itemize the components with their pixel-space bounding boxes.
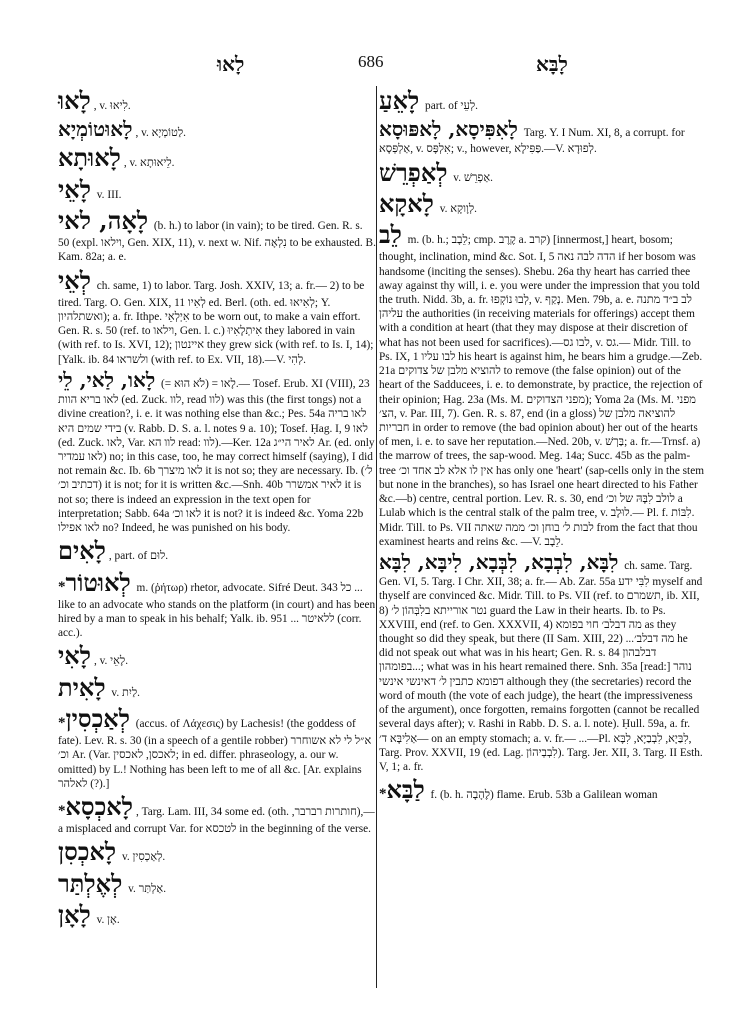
entry-definition: ch. same, 1) to labor. Targ. Josh. XXIV, 13; a. fr.— 2) to be tired. Targ. O. Gen. XIX, 11 לְאִיו ed. Berl. (oth. ed. לְאִיאוּ; Y. ואשתלהיון); a. fr. Ithpe. אִיְלְאֵי to be worn out, to make a vain effort. Gen. R. s. 50 (ref. to וילאו, Gen. l. c.) אִיתְלָאִיוּ they labored in vain (with ref. to Is. XVI, 12); איינטון they grew sick (with ref. to Is. I, 14); [Yalk. ib. 84 ולשראו (with ref. to Ex. VII, 18).—V. לְהִי. — [58, 279, 374, 366]
entry-definition: , v. לַטוֹמְיָא. — [135, 127, 186, 140]
asterisk-mark: * — [58, 578, 66, 595]
dictionary-entry — [58, 117, 376, 142]
left-column — [58, 86, 376, 931]
entry-headword: לָאקָא — [379, 188, 434, 218]
dictionary-entry — [58, 792, 376, 836]
entry-definition: part. of לְעֵי. — [422, 100, 478, 112]
dictionary-entry — [58, 175, 376, 205]
entry-definition: (accus. of Λάχεσις) by Lachesis! (the goddess of fate). Lev. R. s. 30 (in a speech of a gentile robber) א״ל לי לא אשוחרר וכ׳ Ar. (Var. לאכסן, לאכסין; in ed. differ. phraseology, a. our w. omitted) by L.! Nothing has been left to me of all &c. [Ar. explains לאלהר (?).] — [58, 717, 372, 790]
column-rule — [376, 86, 377, 988]
dictionary-entry — [379, 117, 704, 156]
dictionary-entry — [58, 86, 376, 116]
dictionary-entry — [58, 536, 376, 566]
entry-definition: , part. of לוּם. — [108, 550, 169, 563]
entry-headword: לְאַפְרֵשׁ — [379, 157, 448, 187]
entry-headword: לָאִים — [58, 536, 106, 566]
asterisk-mark: * — [58, 714, 66, 731]
right-column — [379, 86, 704, 806]
entry-definition: v. אָן. — [93, 913, 120, 926]
dictionary-entry — [58, 900, 376, 930]
entry-headword: לָאוּ — [58, 86, 91, 115]
dictionary-entry — [379, 775, 704, 805]
entry-headword: לָאו, לַאי, לֵי — [58, 367, 156, 392]
entry-headword: לָאָן — [58, 899, 91, 929]
dictionary-entry — [379, 550, 704, 774]
dictionary-entry — [379, 189, 704, 219]
entry-headword: לְאַכְסִין — [65, 703, 130, 733]
entry-headword: לַבָּא — [386, 775, 425, 805]
asterisk-mark: * — [58, 802, 66, 819]
entry-definition: (= לֹא הוּא) = לָאו.— Tosef. Erub. XI (VIII), 23 לאו בריא הוות (ed. Zuck. לוו, read לוו) was this (the first tongs) not a divine creation?, i. e. it was nothing else than &c.; Pes. 54a לאו בריה בידי שמים היא (v. Rabb. D. S. a. l. notes 9 a. 10); Tosef. Ḥag. I, 9 לאו (ed. Zuck. לאו, Var. לוו הא read: לוו).—Ker. 12a לאיר הי״ג Ar. (ed. only לאו עמדיר) no; in this case, too, he may correct himself (saying), I did not remain &c. Ib. 6b לאו מיצרך it is not so; they are necessary. Ib. (ל׳ דכתיב וכ׳) it is not; for it is written &c.—Snh. 40b לאיר אמשרר it is not so; there is indeed an expression in the text open for interpretation; Sabb. 64a לאו וכ׳ it is not? it is indeed &c. Yoma 22b לאו אפילו no? Indeed, he was punished on his body. — [58, 377, 375, 535]
entry-definition: m. (b. h.; לֵבָב; cmp. קֶרֶב a. קרב) [innermost,] heart, bosom; thought, inclination, mind &c. Sot. I, 5 הדה לבה נאה if her bosom was handsome (inciting the senses). Shebu. 26a thy heart has carried thee away against thy will, i. e. you were under the impression that you told the truth. Nidd. 3b, a. fr. לְבוּ נוֹקְפוּ, v. נָקַף. Men. 79b, a. e. לב ב״ד מתנה עליהן the authorities (in receiving materials for offerings) accept them with a condition at heart (that they may dispose at their discretion of what has not been used for sacrifices).—לבו גס, v. גס.— Midr. Till. to Ps. IX, 1 לבו עליו his heart is against him, he bears him a grudge.—Zeb. 21a להוציא מלבן של צדוקים to remove (the false opinion) out of the heart of the Sadducees, i. e. to demonstrate, by practice, the rejection of their opinion; Hag. 23a (Ms. M. מפני הצדוקים); Yoma 2a (Ms. M. מפני הצ׳, v. Par. III, 7). Gen. R. s. 87, end (in a gloss) להוציאה מלבן של חבריות in order to remove (the bad opinion about) her out of the hearts of men, i. e. to save her reputation.—Ned. 20b, v. בַּרְשׁ; a. fr.—Trnsf. a) the marrow of trees, the sap-wood. Meg. 14a; Succ. 45b as the palm-tree אין לו אלא לב אחד וכ׳ has only one 'heart' (sap-cells only in the stem but none in the branches), so has Israel one heart directed to his Father &c.—b) centre, central portion. Lev. R. s. 30, end לולב לִבָּהּ של וכ׳ a Lulab which is the central stalk of the palm tree, v. לוּלָב.— Pl. f. לִבּוֹת. Midr. Till. to Ps. VII לבות ל׳ בוחן וכ׳ ממה שאתה from the fact that thou examinest hearts and reins &c. —V. לֵבָב. — [379, 234, 705, 548]
entry-definition: Targ. Y. I Num. XI, 8, a corrupt. for אַלְפְּסָא, v. אִלְפָּס; v., however, פַּפִּילָא.—V. לְפוּדָא. — [379, 127, 685, 156]
entry-headword: לָאוּטוֹמְיָא — [58, 117, 133, 142]
entry-definition: , Targ. Lam. III, 34 some ed. (oth. ,חותרות רברבר),—a misplaced and corrupt Var. for לטכסא in the beginning of the verse. — [58, 805, 375, 836]
dictionary-entry — [58, 869, 376, 899]
entry-headword: לָאִי — [58, 641, 91, 671]
entry-headword: לְאוּטוֹר — [65, 567, 131, 597]
entry-headword: לָאֵעַ — [379, 86, 420, 115]
entry-headword: לְאֵי — [58, 265, 91, 295]
entry-definition: , v. לֵיאוּתָא. — [123, 157, 175, 170]
entry-definition: (b. h.) to labor (in vain); to be tired. Gen. R. s. 50 (expl. וילאו, Gen. XIX, 11), v. next w. Nif. נִלְאָה to be exhausted. B. Kam. 82a; a. e. — [58, 219, 376, 264]
entry-headword: לָאכְסִן — [58, 837, 117, 867]
dictionary-entry — [58, 206, 376, 265]
entry-definition: , v. לָאֵי. — [93, 655, 129, 668]
dictionary-entry — [58, 368, 376, 535]
dictionary-entry — [58, 673, 376, 703]
dictionary-entry — [379, 158, 704, 188]
entry-headword: לָאִפִּיסָא, לָאפּוּסָא — [379, 117, 518, 142]
entry-definition: v. לְוָוקָא. — [436, 202, 477, 215]
entry-headword: לָאֵי — [58, 174, 91, 204]
entry-definition: , v. לִיאוּ. — [93, 100, 131, 112]
dictionary-entry — [58, 704, 376, 791]
entry-headword: לִבָּא, לִבְבָא, לִבְּבָא, לִיבָּא, לִבָּא — [379, 549, 619, 574]
entry-definition: v. אַלְתַּר. — [125, 882, 167, 895]
dictionary-entry — [58, 568, 376, 641]
dictionary-entry — [58, 641, 376, 671]
entry-headword: לֵב — [379, 220, 402, 250]
entry-headword: לָאכְסָא — [65, 791, 133, 821]
entry-definition: f. (b. h. לֶהָבָה) flame. Erub. 53b a Galilean woman — [427, 789, 658, 802]
right-running-head: לָבָּא — [536, 52, 568, 76]
entry-definition: v. לְאַכְסִין. — [119, 851, 166, 864]
entry-headword: לָאוּתָא — [58, 143, 121, 173]
entry-definition: ch. same. Targ. Gen. VI, 5. Targ. I Chr. XII, 38; a. fr.— Ab. Zar. 55a לִבִּי ידע myself and thyself are convinced &c. Midr. Till. to Ps. VII (ref. to תשמרם, ib. XII, 8) נטר אורייתא בלִבְּהוֹן ל׳ guard the Law in their hearts. Ib. to Ps. XXVIII, end (ref. to Gen. XXXVII, 4) מה דבלב׳ חוי בפומא as they thought so did they speak, but there (II Sam. XIII, 22) ...מה דבלב׳ he did not speak out what was in his heart; Gen. R. s. 84 דבלבהון בפומהון...; what was in his heart remained there. Snh. 35a [read:] נוהר דפומא כתבין ל׳ דאינשי אינשי although they (the secretaries) record the word of mouth (the vote of each judge), the heart (the impressiveness of the argument), once forgotten, remains forgotten (cannot be recalled several days after); v. Rashi in Rabb. D. S. a. l. note). Ḥull. 59a, a. fr. אַלִיבָּא ד׳— on an empty stomach; a. v. fr.— ...—Pl. לִבַּיָא, לִבְבַיָא, לִבָּא, Targ. Prov. XXVII, 19 (ed. Lag. לִבְבְיהוֹן). Targ. Jer. XII, 3. Targ. II Esth. V, 1; a. fr. — [379, 559, 703, 773]
entry-headword: לָאִית — [58, 672, 106, 702]
page-number: 686 — [358, 52, 384, 71]
dictionary-entry — [379, 86, 704, 116]
entry-definition: v. לַיִת. — [108, 686, 140, 699]
entry-headword: לְאֶלְתַּר — [58, 868, 123, 898]
left-running-head: לָאוּ — [217, 52, 245, 76]
dictionary-entry — [58, 837, 376, 867]
asterisk-mark: * — [379, 786, 387, 803]
entry-definition: v. III. — [93, 188, 122, 201]
entry-definition: m. (ῥήτωρ) rhetor, advocate. Sifré Deut. 343 כל ... like to an advocate who stands on the platform (in court) and has been hired by a man to speak in his behalf; Yalk. ib. 951 ... ללאיטר (corr. acc.). — [58, 581, 376, 640]
entry-definition: v. אַפְרֵשׁ. — [450, 171, 493, 184]
dictionary-entry — [58, 266, 376, 367]
dictionary-entry — [58, 143, 376, 173]
entry-headword: לָאָה, לאי — [58, 205, 149, 235]
dictionary-entry — [379, 220, 704, 549]
